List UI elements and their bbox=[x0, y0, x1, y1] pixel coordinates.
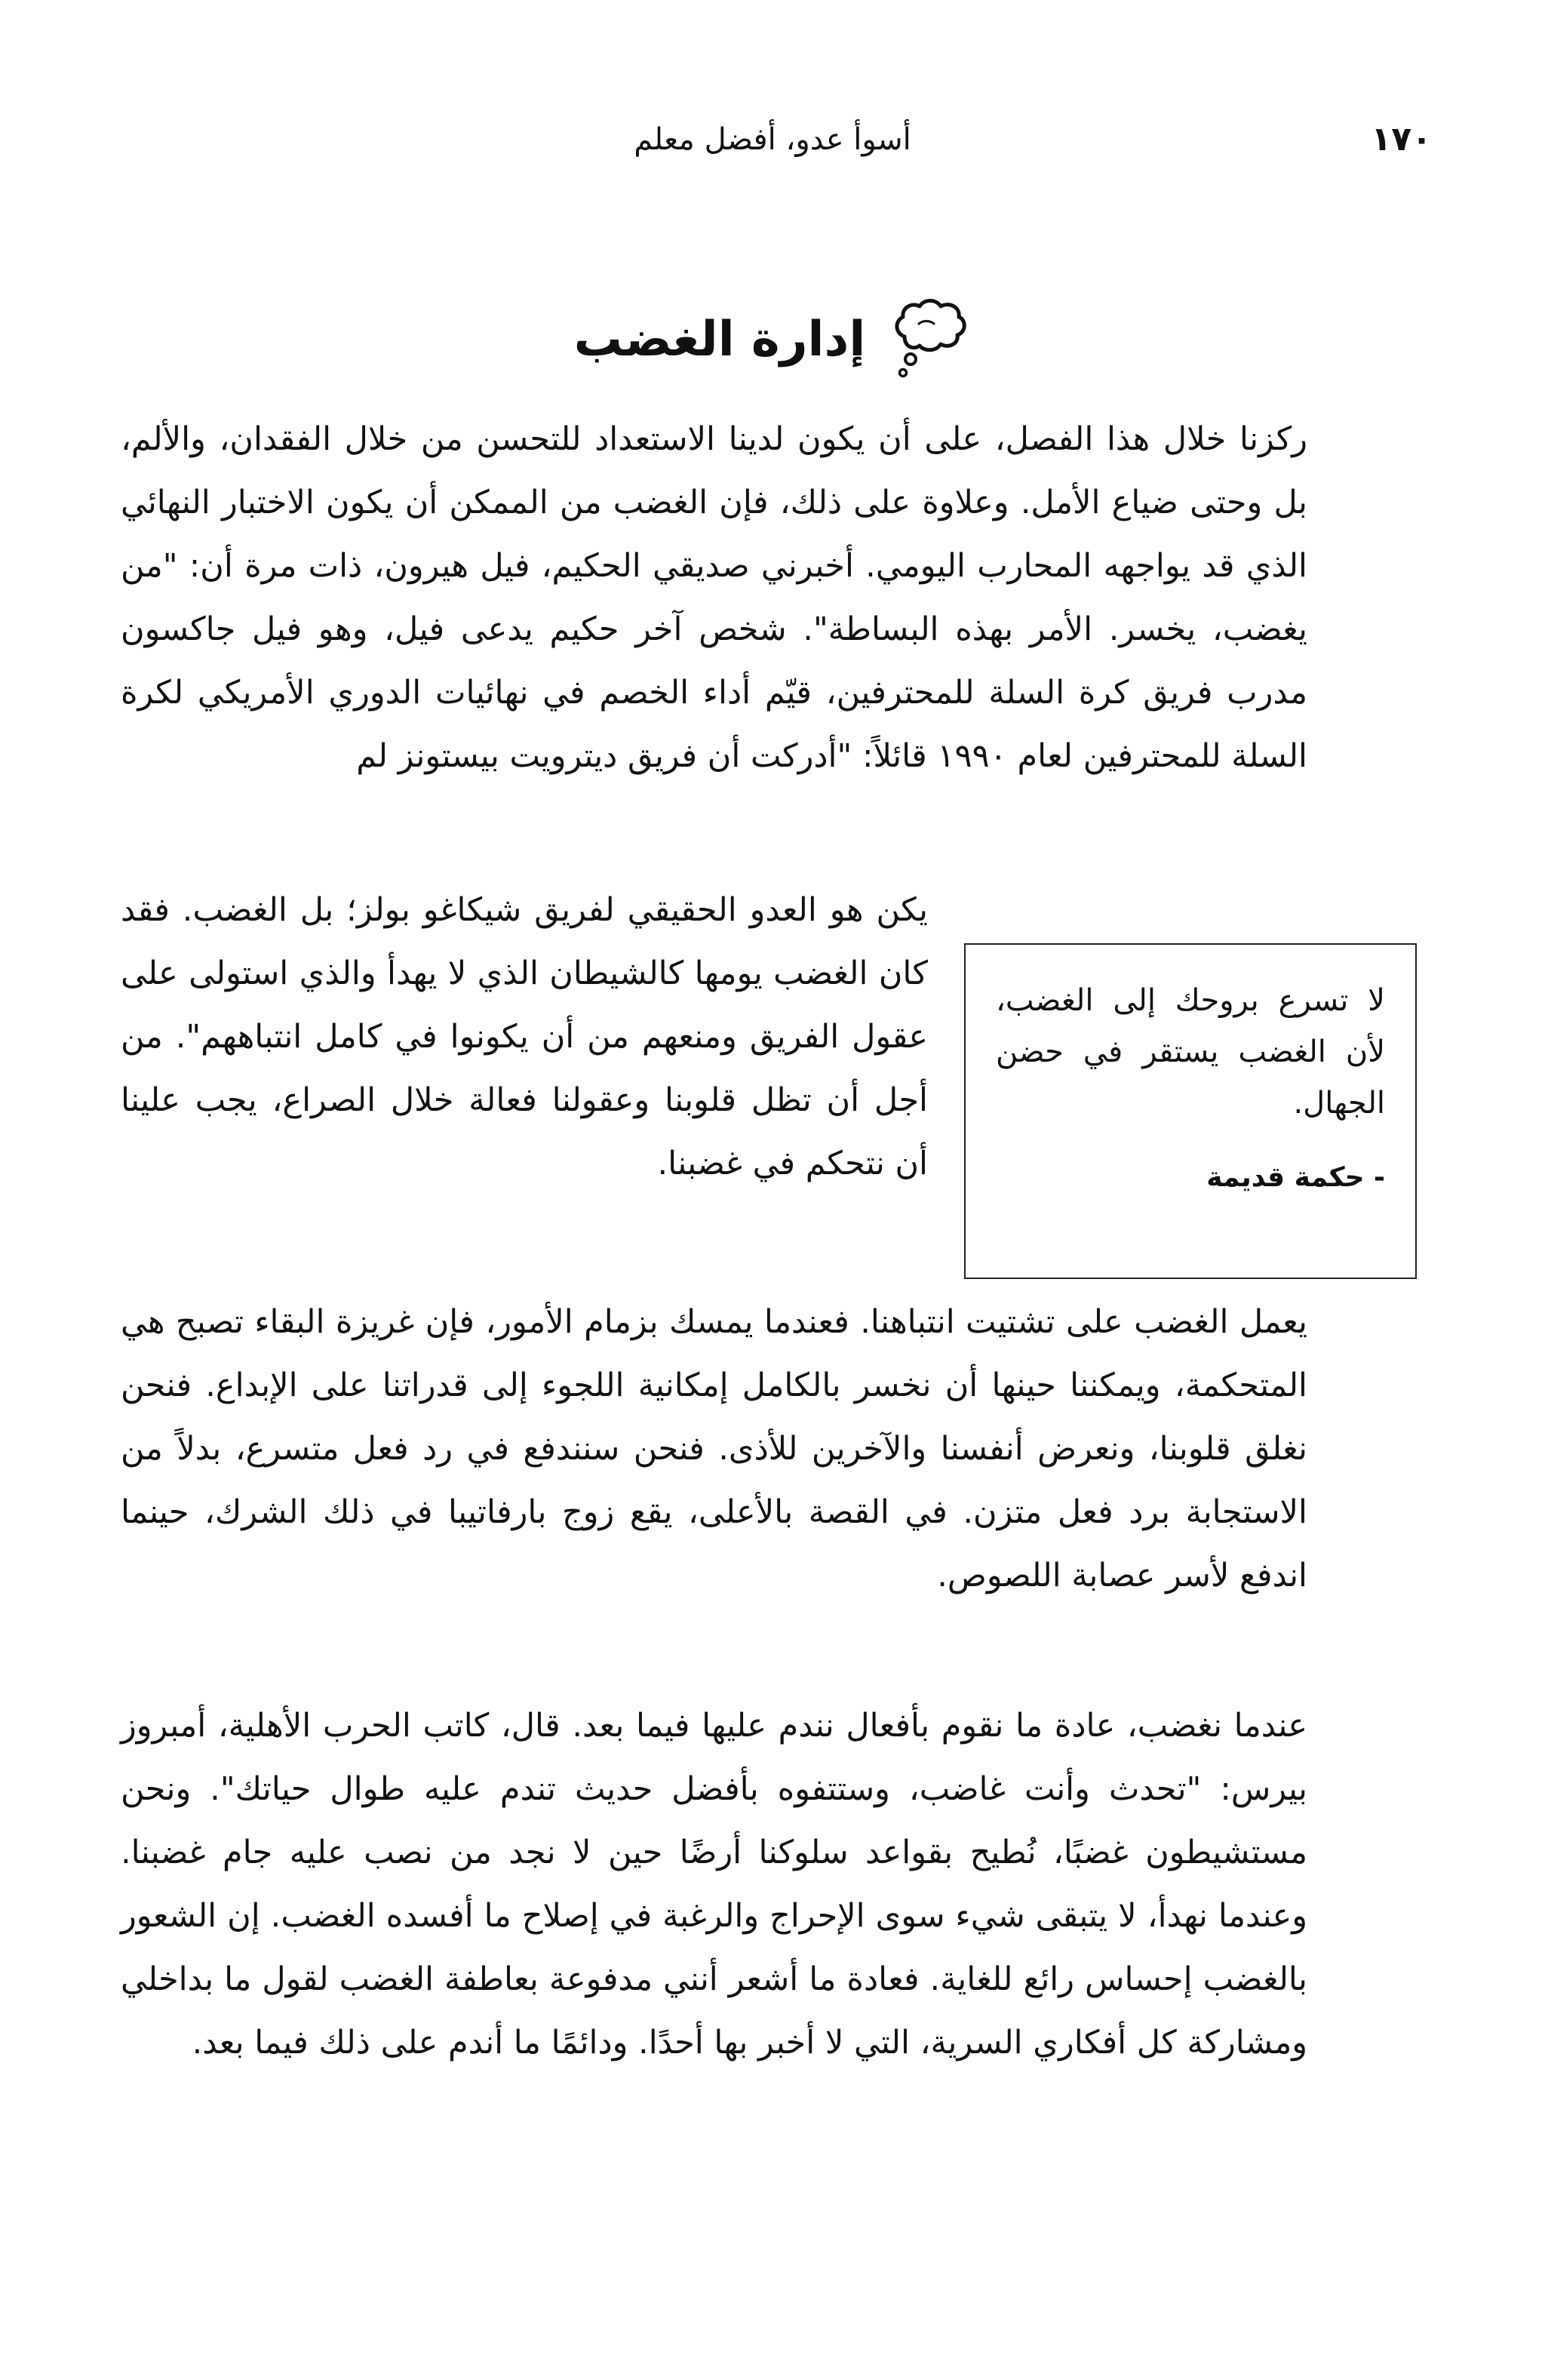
pull-quote-attribution: - حكمة قديمة bbox=[1206, 1162, 1385, 1193]
section-heading bbox=[0, 287, 1545, 392]
pull-quote-text: لا تسرع بروحك إلى الغضب، لأن الغضب يستقر في حضن الجهال. bbox=[996, 983, 1385, 1121]
page-header bbox=[113, 113, 1432, 166]
thought-bubble-icon bbox=[888, 294, 971, 385]
paragraph-1-top: ركزنا خلال هذا الفصل، على أن يكون لدينا الاستعداد للتحسن من خلال الفقدان، والألم، بل وحتى ضياع الأمل. وعلاوة على ذلك، فإن الغضب من الممكن أن يكون الاختبار النهائي الذي قد يواجهه المحارب اليومي. أخبرني صديقي الحكيم، فيل هيرون، ذات مرة أن: "من يغضب، يخسر. الأمر بهذه البساطة". شخص آخر حكيم يدعى فيل، وهو فيل جاكسون مدرب فريق كرة السلة للمحترفين، قيّم أداء الخصم في نهائيات الدوري الأمريكي لكرة السلة للمحترفين لعام ١٩٩٠ قائلاً: "أدركت أن فريق ديترويت بيستونز لم bbox=[121, 420, 1307, 775]
pull-quote-box bbox=[964, 943, 1417, 1279]
running-title: أسوأ عدو، أفضل معلم bbox=[634, 122, 911, 157]
paragraph-2: يعمل الغضب على تشتيت انتباهنا. فعندما يمسك بزمام الأمور، فإن غريزة البقاء تصبح هي المتحكمة، ويمكننا حينها أن نخسر بالكامل إمكانية اللجوء إلى قدراتنا على الإبداع. فنحن نغلق قلوبنا، ونعرض أنفسنا والآخرين للأذى. فنحن سنندفع في رد فعل متسرع، بدلاً من الاستجابة برد فعل متزن. في القصة بالأعلى، يقع زوج بارفاتيبا في ذلك الشرك، حينما اندفع لأسر عصابة اللصوص. bbox=[121, 1303, 1307, 1594]
page-number: ١٧٠ bbox=[1371, 120, 1432, 158]
paragraph-1-continued: يكن هو العدو الحقيقي لفريق شيكاغو بولز؛ بل الغضب. فقد كان الغضب يومها كالشيطان الذي لا يهدأ والذي استولى على عقول الفريق ومنعهم من أن يكونوا في كامل انتباههم". من أجل أن تظل قلوبنا وعقولنا فعالة خلال الصراع، يجب علينا أن نتحكم في غضبنا. bbox=[121, 891, 928, 1182]
paragraph-3: عندما نغضب، عادة ما نقوم بأفعال نندم عليها فيما بعد. قال، كاتب الحرب الأهلية، أمبروز بيرس: "تحدث وأنت غاضب، وستتفوه بأفضل حديث تندم عليه طوال حياتك". ونحن مستشيطون غضبًا، نُطيح بقواعد سلوكنا أرضًا حين لا نجد من نصب عليه جام غضبنا. وعندما نهدأ، لا يتبقى شيء سوى الإحراج والرغبة في إصلاح ما أفسده الغضب. إن الشعور بالغضب إحساس رائع للغاية. فعادة ما أشعر أنني مدفوعة بعاطفة الغضب لقول ما بداخلي ومشاركة كل أفكاري السرية، التي لا أخبر بها أحدًا. ودائمًا ما أندم على ذلك فيما بعد. bbox=[121, 1707, 1307, 2062]
section-title: إدارة الغضب bbox=[573, 312, 866, 367]
